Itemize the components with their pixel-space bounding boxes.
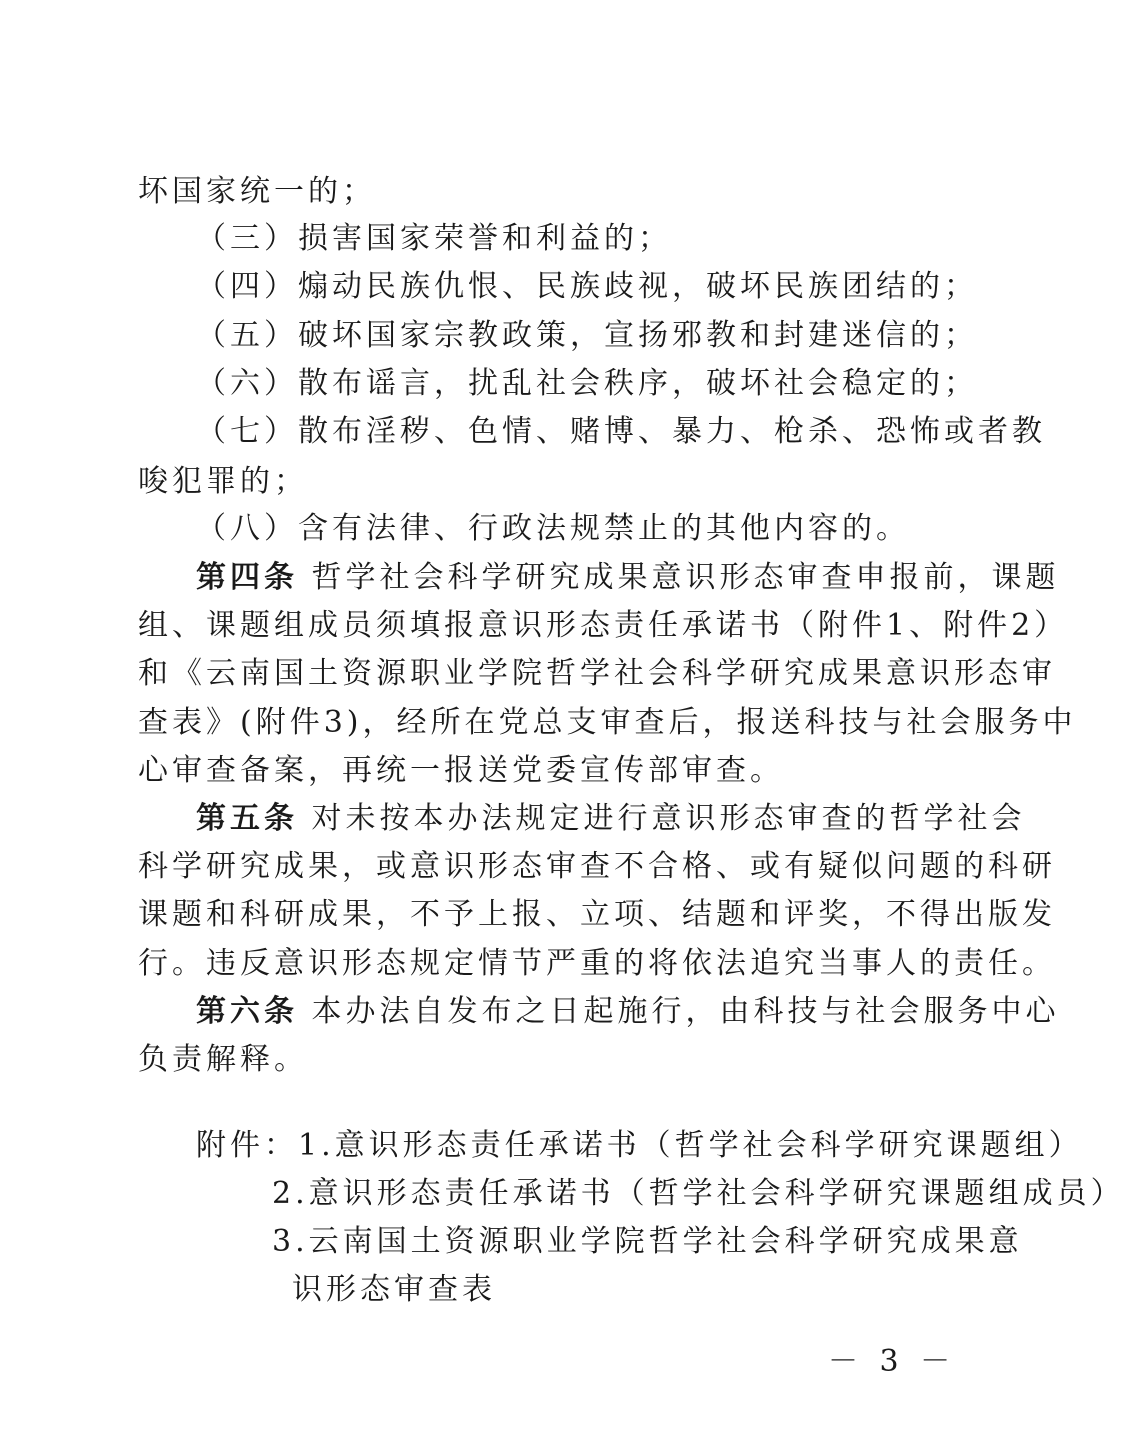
- article-5-first-line: [196, 799, 1026, 839]
- attachment-item-2: 2.意识形态责任承诺书（哲学社会科学研究课题组成员）: [272, 1176, 1125, 1211]
- article-4-line: 心审查备案，再统一报送党委宣传部审查。: [138, 753, 784, 788]
- list-item-continuation: 坏国家统一的；: [138, 174, 376, 209]
- article-4-first-line: [196, 558, 1060, 598]
- list-item-7: （七）散布淫秽、色情、赌博、暴力、枪杀、恐怖或者教: [196, 414, 1046, 449]
- attachment-item-3: 3.云南国土资源职业学院哲学社会科学研究成果意: [272, 1224, 1023, 1259]
- attachments-label: 附件：: [196, 1128, 298, 1163]
- article-5-line: 行。违反意识形态规定情节严重的将依法追究当事人的责任。: [138, 946, 1056, 981]
- article-4-heading: 第四条: [196, 560, 298, 595]
- list-item-7-continuation: 唆犯罪的；: [138, 464, 308, 499]
- attachment-item-1: 1.意识形态责任承诺书（哲学社会科学研究课题组）: [298, 1128, 1083, 1163]
- article-4-line: 和《云南国土资源职业学院哲学社会科学研究成果意识形态审: [138, 656, 1056, 691]
- page-number: － 3 －: [828, 1344, 957, 1379]
- list-item-3: （三）损害国家荣誉和利益的；: [196, 221, 672, 256]
- article-4-line: 查表》(附件3)，经所在党总支审查后，报送科技与社会服务中: [138, 705, 1077, 740]
- article-4-line: 组、课题组成员须填报意识形态责任承诺书（附件1、附件2）: [138, 608, 1069, 643]
- article-6-line: 负责解释。: [138, 1042, 308, 1077]
- article-6-heading: 第六条: [196, 994, 298, 1029]
- list-item-5: （五）破坏国家宗教政策，宣扬邪教和封建迷信的；: [196, 318, 978, 353]
- article-5-text: 对未按本办法规定进行意识形态审查的哲学社会: [298, 801, 1026, 836]
- article-6-first-line: [196, 992, 1060, 1032]
- list-item-8: （八）含有法律、行政法规禁止的其他内容的。: [196, 511, 910, 546]
- article-5-line: 科学研究成果，或意识形态审查不合格、或有疑似问题的科研: [138, 849, 1056, 884]
- attachment-item-3-continuation: 识形态审查表: [292, 1272, 496, 1307]
- article-5-heading: 第五条: [196, 801, 298, 836]
- article-5-line: 课题和科研成果，不予上报、立项、结题和评奖，不得出版发: [138, 897, 1056, 932]
- list-item-6: （六）散布谣言，扰乱社会秩序，破坏社会稳定的；: [196, 366, 978, 401]
- article-6-text: 本办法自发布之日起施行，由科技与社会服务中心: [298, 994, 1060, 1029]
- list-item-4: （四）煽动民族仇恨、民族歧视，破坏民族团结的；: [196, 269, 978, 304]
- attachments-first-line: [196, 1126, 1083, 1166]
- article-4-text: 哲学社会科学研究成果意识形态审查申报前，课题: [298, 560, 1060, 595]
